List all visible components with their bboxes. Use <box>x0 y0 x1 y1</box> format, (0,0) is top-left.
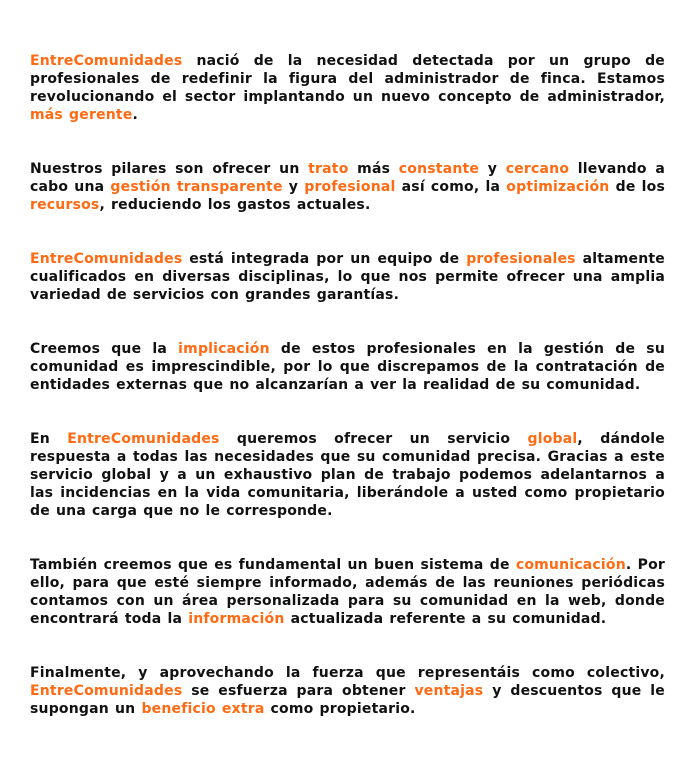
about-text-body <box>30 52 665 718</box>
highlight-text: EntreComunidades <box>30 683 183 699</box>
body-text: y descuentos que le supongan un <box>30 683 666 717</box>
body-text: y <box>479 161 506 177</box>
highlight-text: constante <box>398 161 480 177</box>
body-text: está integrada por un equipo de <box>182 251 467 267</box>
body-text: de los <box>609 179 665 195</box>
highlight-text: información <box>188 611 285 627</box>
highlight-text: ventajas <box>414 683 484 699</box>
highlight-text: EntreComunidades <box>30 53 183 69</box>
body-text: , reduciendo los gastos actuales. <box>99 197 371 213</box>
highlight-text: implicación <box>178 341 270 357</box>
paragraph-origin <box>30 52 665 124</box>
body-text: llevando a cabo una <box>30 161 665 195</box>
paragraph-benefits <box>30 664 665 718</box>
paragraph-communication <box>30 556 665 628</box>
body-text: así como, la <box>395 179 507 195</box>
body-text: Creemos que la <box>30 341 179 357</box>
paragraph-pillars <box>30 160 665 214</box>
highlight-text: más gerente <box>30 107 133 123</box>
highlight-text: EntreComunidades <box>30 251 183 267</box>
body-text: . Por ello, para que esté siempre informado, además de las reuniones periódicas contamos con un área personalizada para su comunidad en la web, donde encontrará toda la <box>30 557 665 627</box>
body-text: , dándole respuesta a todas las necesidades que su comunidad precisa. Gracias a este servicio global y a un exhaustivo plan de trabajo podemos adelantarnos a las incidencias en la vida comunitaria, liberándole a usted como propietario de una carga que no le corresponde. <box>30 431 665 519</box>
highlight-text: EntreComunidades <box>67 431 220 447</box>
highlight-text: profesional <box>304 179 396 195</box>
highlight-text: comunicación <box>515 557 626 573</box>
body-text: En <box>30 431 68 447</box>
body-text: actualizada referente a su comunidad. <box>284 611 607 627</box>
highlight-text: global <box>527 431 578 447</box>
body-text: más <box>348 161 399 177</box>
body-text: de estos profesionales en la gestión de su comunidad es imprescindible, por lo que discrepamos de la contratación de entidades externas que no alcanzarían a ver la realidad de su comunidad. <box>30 341 665 393</box>
body-text: Nuestros pilares son ofrecer un <box>30 161 309 177</box>
body-text: Finalmente, y aprovechando la fuerza que representáis como colectivo, <box>30 665 665 681</box>
body-text: altamente cualificados en diversas disciplinas, lo que nos permite ofrecer una amplia variedad de servicios con grandes garantías. <box>30 251 665 303</box>
body-text: se esfuerza para obtener <box>182 683 415 699</box>
body-text: También creemos que es fundamental un buen sistema de <box>30 557 516 573</box>
paragraph-team <box>30 250 665 304</box>
highlight-text: profesionales <box>466 251 576 267</box>
body-text: nació de la necesidad detectada por un grupo de profesionales de redefinir la figura del administrador de finca. Estamos revolucionando el sector implantando un nuevo concepto de administrador, <box>30 53 665 105</box>
body-text: como propietario. <box>264 701 416 717</box>
body-text: queremos ofrecer un servicio <box>219 431 528 447</box>
highlight-text: optimización <box>506 179 610 195</box>
highlight-text: trato <box>308 161 349 177</box>
highlight-text: recursos <box>30 197 100 213</box>
body-text: y <box>282 179 305 195</box>
paragraph-involvement <box>30 340 665 394</box>
highlight-text: beneficio extra <box>141 701 265 717</box>
paragraph-global-service <box>30 430 665 520</box>
highlight-text: gestión transparente <box>110 179 283 195</box>
body-text: . <box>132 107 139 123</box>
highlight-text: cercano <box>505 161 570 177</box>
